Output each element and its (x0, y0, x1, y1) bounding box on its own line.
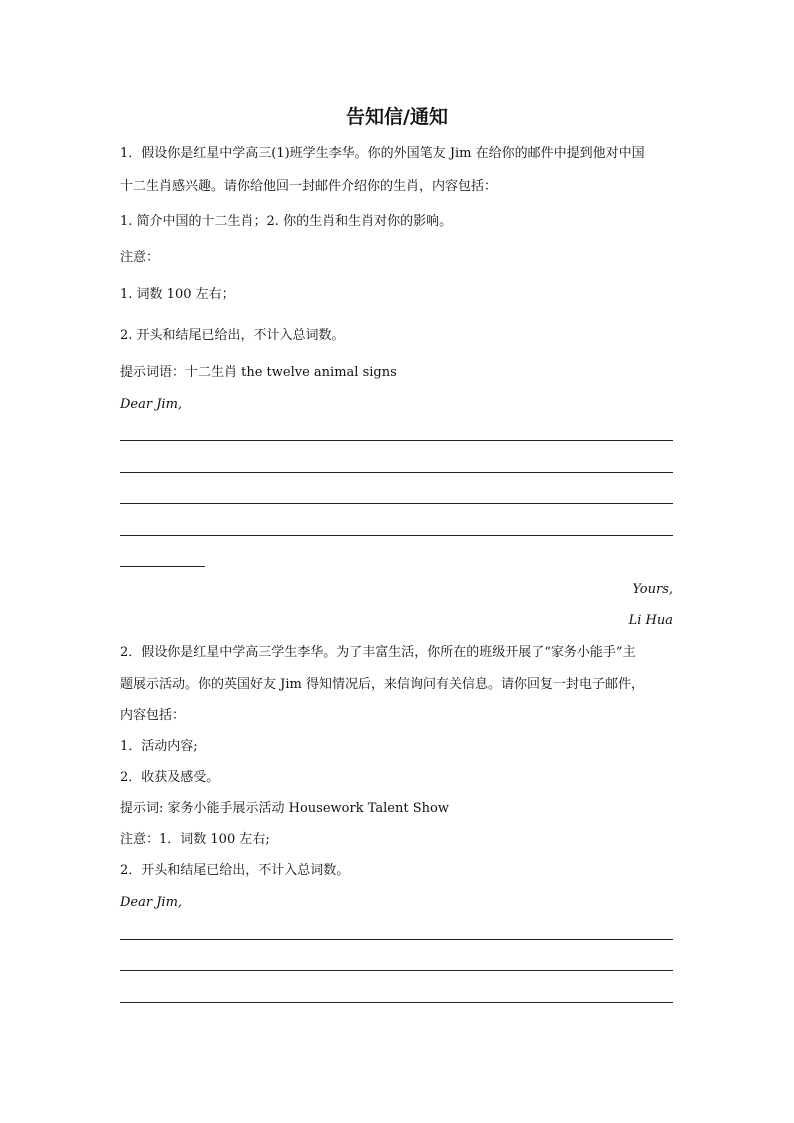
task2-item-2: 2．收获及感受。 (120, 770, 220, 785)
task1-note-label: 注意： (120, 250, 160, 265)
writing-line[interactable] (120, 1002, 673, 1003)
task2-greeting: Dear Jim, (120, 895, 183, 910)
task1-note-1: 1. 词数 100 左右； (120, 287, 235, 302)
task2-hint: 提示词: 家务小能手展示活动 Housework Talent Show (120, 801, 449, 816)
writing-line[interactable] (120, 472, 673, 473)
task2-prompt-line-1: 2．假设你是红星中学高三学生李华。为了丰富生活，你所在的班级开展了“家务小能手”主 (120, 645, 636, 660)
writing-line[interactable] (120, 535, 673, 536)
task2-prompt-line-2: 题展示活动。你的英国好友 Jim 得知情况后，来信询问有关信息。请你回复一封电子邮件， (120, 677, 644, 692)
writing-line[interactable] (120, 503, 673, 504)
task2-note-1: 注意：1．词数 100 左右; (120, 832, 270, 847)
task1-prompt-line-1: 1．假设你是红星中学高三(1)班学生李华。你的外国笔友 Jim 在给你的邮件中提到他对中国 (120, 146, 645, 161)
task1-greeting: Dear Jim, (120, 397, 183, 412)
task1-closing: Yours, (632, 582, 673, 597)
writing-line[interactable] (120, 970, 673, 971)
task1-signature: Li Hua (628, 613, 673, 628)
task2-item-1: 1．活动内容; (120, 739, 198, 754)
writing-line-short[interactable] (120, 566, 205, 567)
task1-content: 1. 简介中国的十二生肖；2. 你的生肖和生肖对你的影响。 (120, 214, 453, 229)
writing-line[interactable] (120, 939, 673, 940)
task2-prompt-line-3: 内容包括： (120, 708, 186, 723)
task2-note-2: 2．开头和结尾已给出，不计入总词数。 (120, 863, 350, 878)
page-title: 告知信/通知 (346, 106, 448, 128)
task1-note-2: 2. 开头和结尾已给出，不计入总词数。 (120, 328, 345, 343)
task1-hint: 提示词语：十二生肖 the twelve animal signs (120, 365, 397, 380)
writing-line[interactable] (120, 440, 673, 441)
task1-prompt-line-2: 十二生肖感兴趣。请你给他回一封邮件介绍你的生肖，内容包括： (120, 179, 498, 194)
